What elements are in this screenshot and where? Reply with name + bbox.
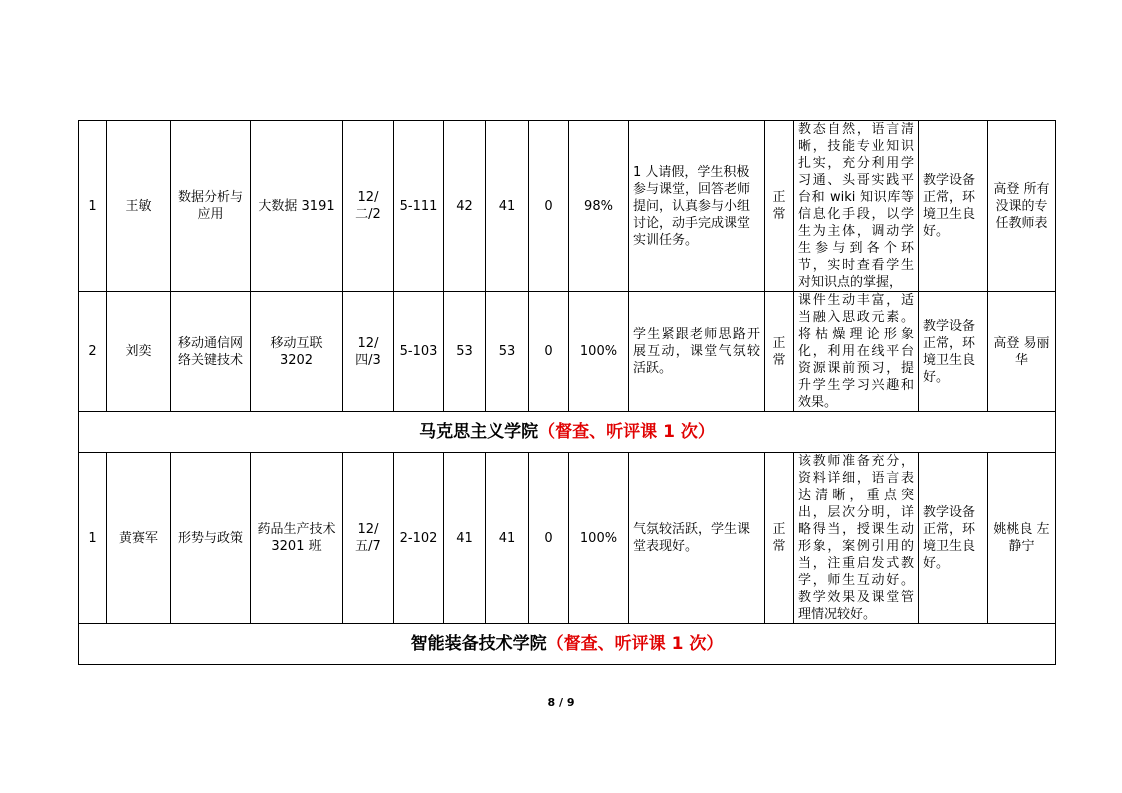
lesson-date: 12/二/2 bbox=[343, 121, 394, 292]
teaching-comment: 教态自然，语言清晰，技能专业知识扎实，充分利用学习通、头哥实践平台和 wiki 知识库等信息化手段，以学生为主体，调动学生参与到各个环节，实时查看学生对知识点的掌握， bbox=[794, 121, 919, 292]
absent-count: 0 bbox=[529, 453, 569, 624]
course-name: 移动通信网络关键技术 bbox=[171, 292, 251, 412]
row-number: 1 bbox=[79, 121, 107, 292]
student-state: 气氛较活跃，学生课堂表现好。 bbox=[629, 453, 765, 624]
class-order: 正常 bbox=[765, 121, 794, 292]
course-name: 形势与政策 bbox=[171, 453, 251, 624]
expected-count: 41 bbox=[444, 453, 486, 624]
row-number: 1 bbox=[79, 453, 107, 624]
teacher-name: 刘奕 bbox=[107, 292, 171, 412]
class-name: 移动互联 3202 bbox=[251, 292, 343, 412]
table-row bbox=[79, 453, 1056, 624]
environment-status: 教学设备正常，环境卫生良好。 bbox=[919, 292, 988, 412]
actual-count: 53 bbox=[486, 292, 529, 412]
inspector-names: 姚桃良 左静宁 bbox=[988, 453, 1056, 624]
student-state: 1 人请假，学生积极参与课堂，回答老师提问，认真参与小组讨论，动手完成课堂实训任务。 bbox=[629, 121, 765, 292]
page-number: 8 / 9 bbox=[547, 696, 575, 709]
environment-status: 教学设备正常，环境卫生良好。 bbox=[919, 453, 988, 624]
course-name: 数据分析与应用 bbox=[171, 121, 251, 292]
teaching-comment: 课件生动丰富，适当融入思政元素。将枯燥理论形象化，利用在线平台资源课前预习，提升学生学习兴趣和效果。 bbox=[794, 292, 919, 412]
attendance-rate: 100% bbox=[569, 453, 629, 624]
actual-count: 41 bbox=[486, 453, 529, 624]
classroom: 2-102 bbox=[394, 453, 444, 624]
classroom: 5-111 bbox=[394, 121, 444, 292]
section-title-cell bbox=[79, 412, 1056, 453]
environment-status: 教学设备正常，环境卫生良好。 bbox=[919, 121, 988, 292]
absent-count: 0 bbox=[529, 292, 569, 412]
class-name: 大数据 3191 bbox=[251, 121, 343, 292]
table-row bbox=[79, 292, 1056, 412]
section-header-smart-equipment bbox=[79, 624, 1056, 665]
inspector-names: 高登 易丽华 bbox=[988, 292, 1056, 412]
class-order: 正常 bbox=[765, 292, 794, 412]
class-order: 正常 bbox=[765, 453, 794, 624]
section-title-cell bbox=[79, 624, 1056, 665]
actual-count: 41 bbox=[486, 121, 529, 292]
inspector-names: 高登 所有没课的专任教师表 bbox=[988, 121, 1056, 292]
classroom: 5-103 bbox=[394, 292, 444, 412]
teacher-name: 黄赛军 bbox=[107, 453, 171, 624]
section-note: （督查、听评课 1 次） bbox=[546, 633, 724, 654]
section-note: （督查、听评课 1 次） bbox=[538, 421, 715, 442]
teacher-name: 王敏 bbox=[107, 121, 171, 292]
lesson-date: 12/五/7 bbox=[343, 453, 394, 624]
table-row bbox=[79, 121, 1056, 292]
row-number: 2 bbox=[79, 292, 107, 412]
student-state: 学生紧跟老师思路开展互动，课堂气氛较活跃。 bbox=[629, 292, 765, 412]
section-title: 智能装备技术学院 bbox=[410, 633, 547, 654]
lesson-date: 12/四/3 bbox=[343, 292, 394, 412]
class-name: 药品生产技术 3201 班 bbox=[251, 453, 343, 624]
attendance-rate: 100% bbox=[569, 292, 629, 412]
expected-count: 42 bbox=[444, 121, 486, 292]
section-title: 马克思主义学院 bbox=[419, 421, 539, 442]
inspection-table bbox=[78, 120, 1056, 665]
absent-count: 0 bbox=[529, 121, 569, 292]
section-header-marx bbox=[79, 412, 1056, 453]
attendance-rate: 98% bbox=[569, 121, 629, 292]
expected-count: 53 bbox=[444, 292, 486, 412]
teaching-comment: 该教师准备充分，资料详细，语言表达清晰，重点突出，层次分明，详略得当，授课生动形象，案例引用的当，注重启发式教学，师生互动好。教学效果及课堂管理情况较好。 bbox=[794, 453, 919, 624]
